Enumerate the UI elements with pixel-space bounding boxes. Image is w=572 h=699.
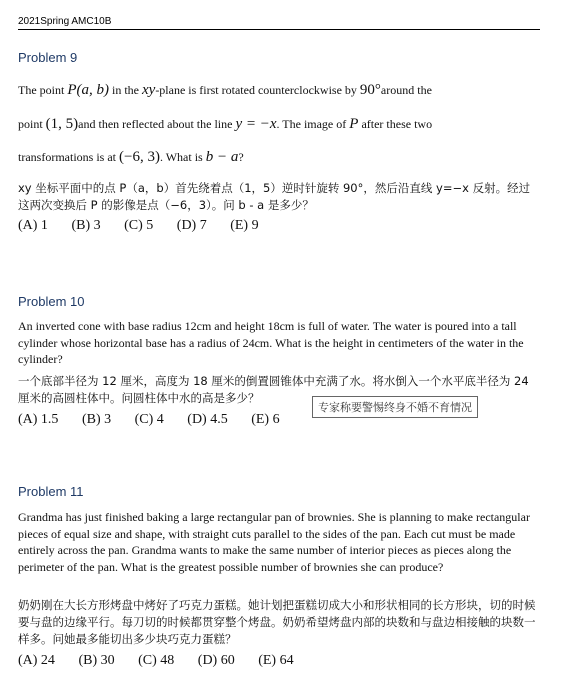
tooltip-popup: 专家称要警惕终身不婚不育情况	[312, 396, 478, 418]
choice-a[interactable]: (A) 1	[18, 218, 48, 233]
text: ?	[238, 150, 244, 164]
text: transformations is at	[18, 150, 119, 164]
text: point	[18, 117, 46, 131]
problem-9-line-3	[18, 149, 542, 166]
problem-10-chinese: 一个底部半径为 12 厘米，高度为 18 厘米的倒置圆锥体中充满了水。将水倒入一个水平底半径为 24 厘米的高圆柱体中。问圆柱体中水的高是多少？	[18, 374, 529, 405]
math-point-1-5: (1, 5)	[45, 116, 79, 132]
problem-11-title: Problem 11	[18, 484, 84, 499]
problem-11-chinese: 奶奶刚在大长方形烤盘中烤好了巧克力蛋糕。她计划把蛋糕切成大小和形状相同的长方形块，切的时候要与盘的边缘平行。每刀切的时候都贯穿整个烤盘。奶奶希望烤盘内部的块数和与盘边相接触的块数一样多。问她最多能切出多少块巧克力蛋糕？	[18, 598, 536, 646]
choice-b[interactable]: (B) 3	[81, 412, 112, 427]
choice-a[interactable]: (A) 1.5	[18, 412, 59, 427]
problem-9-line-2	[18, 116, 542, 133]
problem-10-choices	[18, 412, 300, 428]
problem-9-choices	[18, 218, 279, 234]
math-point-p: P(a, b)	[67, 82, 109, 98]
choice-c[interactable]: (C) 4	[134, 412, 164, 427]
text: The point	[18, 83, 68, 97]
text: -plane is first rotated counterclockwise by	[155, 83, 360, 97]
text: and then reflected about the line	[78, 117, 236, 131]
math-b-minus-a: b − a	[205, 149, 239, 165]
problem-11-choices	[18, 653, 314, 669]
problem-9-title: Problem 9	[18, 50, 78, 65]
choice-d[interactable]: (D) 4.5	[187, 412, 228, 427]
math-p: P	[349, 116, 359, 132]
text: . The image of	[276, 117, 350, 131]
document-header: 2021Spring AMC10B	[18, 16, 540, 30]
text: after these two	[358, 117, 433, 131]
text: . What is	[159, 150, 206, 164]
problem-11-english: Grandma has just finished baking a large rectangular pan of brownies. She is planning to make rectangular pieces of equal size and shape, with straight cuts parallel to the sides of the pan. Each cut must be made entirely across the pan. Grandma wants to make the same number of interior pieces as pieces along the perimeter of the pan. What is the greatest possible number of brownies she can produce?	[18, 510, 530, 574]
problem-10-english: An inverted cone with base radius 12cm and height 18cm is full of water. The water is poured into a tall cylinder whose horizontal base has a radius of 24cm. What is the height in centimeters of the water in the cylinder?	[18, 319, 524, 366]
text: around the	[380, 83, 432, 97]
math-90deg: 90°	[359, 82, 381, 98]
math-line: y = −x	[235, 116, 277, 132]
problem-10-title: Problem 10	[18, 294, 85, 309]
choice-c[interactable]: (C) 48	[138, 653, 175, 668]
choice-b[interactable]: (B) 3	[71, 218, 101, 233]
choice-d[interactable]: (D) 7	[176, 218, 207, 233]
problem-9-line-1	[18, 82, 542, 99]
choice-c[interactable]: (C) 5	[124, 218, 154, 233]
choice-e[interactable]: (E) 9	[230, 218, 259, 233]
choice-e[interactable]: (E) 64	[258, 653, 294, 668]
choice-b[interactable]: (B) 30	[78, 653, 115, 668]
problem-9-chinese: xy 坐标平面中的点 P（a，b）首先绕着点（1，5）逆时针旋转 90°，然后沿直线 y=−x 反射。经过这两次变换后 P 的影像是点（−6，3）。问 b - a 是多少？	[18, 181, 531, 212]
choice-e[interactable]: (E) 6	[251, 412, 280, 427]
math-image-point: (−6, 3)	[118, 149, 160, 165]
choice-d[interactable]: (D) 60	[197, 653, 235, 668]
text: in the	[108, 83, 142, 97]
choice-a[interactable]: (A) 24	[18, 653, 55, 668]
math-xy: xy	[141, 82, 156, 98]
